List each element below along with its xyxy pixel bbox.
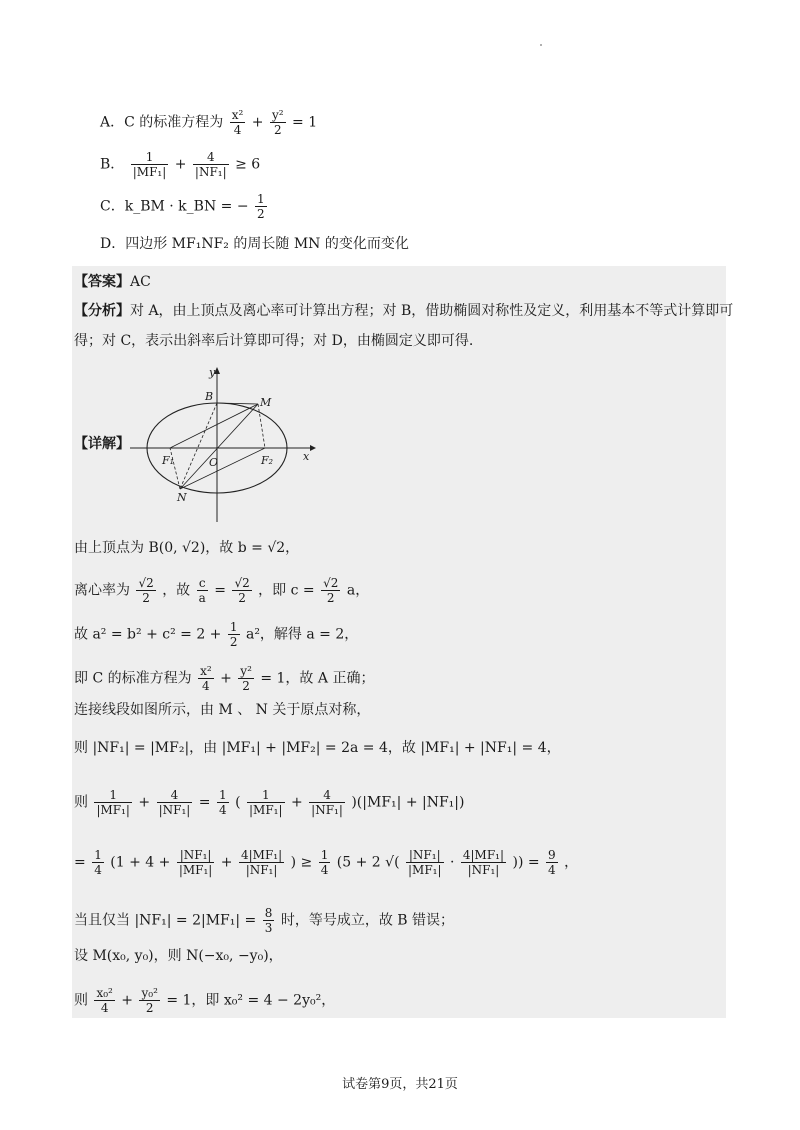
label-f1: F₁ <box>162 454 175 467</box>
text: ，即 c = <box>258 582 315 599</box>
numerator: 1 <box>261 788 270 802</box>
numerator: y² <box>271 108 284 122</box>
fraction <box>230 108 246 137</box>
text: + <box>220 854 233 871</box>
denominator: 4 <box>320 863 329 877</box>
numerator: |NF₁| <box>408 848 441 862</box>
numerator: 1 <box>109 788 118 802</box>
equation-tail: = 1 <box>292 114 318 131</box>
inequality-tail: ≥ 6 <box>235 156 261 173</box>
denominator: 3 <box>264 921 273 935</box>
denominator: |MF₁| <box>178 863 213 877</box>
text: + <box>121 992 134 1009</box>
solution-line-10 <box>74 946 283 966</box>
fraction <box>546 848 558 877</box>
numerator: √2 <box>138 576 154 590</box>
denominator: 2 <box>229 635 238 649</box>
numerator: x² <box>200 664 212 678</box>
numerator: 1 <box>218 788 227 802</box>
solution-line-11 <box>74 986 335 1015</box>
denominator: |MF₁| <box>408 863 442 877</box>
text: a²，解得 a = 2， <box>245 626 359 643</box>
analysis-text: 对 A，由上顶点及离心率可计算出方程；对 B，借助椭圆对称性及定义，利用基本不等式计算即可 <box>130 303 734 319</box>
denominator: 2 <box>270 122 286 137</box>
denominator: |NF₁| <box>311 803 343 817</box>
numerator: 4 <box>170 788 179 802</box>
option-b <box>100 150 260 179</box>
text: ，故 <box>162 582 191 599</box>
denominator: 4 <box>94 1000 114 1015</box>
label-y: y <box>209 366 216 379</box>
segment-nf2 <box>180 448 265 489</box>
label-x: x <box>303 450 310 463</box>
text: 连接线段如图所示，由 M 、 N 关于原点对称， <box>74 702 371 718</box>
text: ， <box>564 854 579 871</box>
text: = <box>198 794 211 811</box>
denominator: 2 <box>136 590 155 605</box>
text: 故 a² = b² + c² = 2 + <box>74 626 222 643</box>
denominator: |NF₁| <box>239 862 284 877</box>
numerator: 4|MF₁| <box>240 848 283 862</box>
segment-bm <box>217 403 258 404</box>
answer-value: AC <box>130 274 151 290</box>
text: 则 |NF₁| = |MF₂|，由 |MF₁| + |MF₂| = 2a = 4，故 |MF₁| + |NF₁| = 4， <box>74 740 561 756</box>
fraction <box>92 848 104 877</box>
fraction <box>94 986 114 1015</box>
plus-sign: + <box>174 156 187 173</box>
denominator: 2 <box>139 1000 159 1015</box>
numerator: 4 <box>206 150 215 164</box>
text: 时，等号成立，故 B 错误； <box>280 912 455 929</box>
fraction <box>177 848 215 877</box>
option-a <box>100 108 317 137</box>
text: + <box>138 794 151 811</box>
numerator: 8 <box>264 906 273 920</box>
option-text: k_BM · k_BN = − <box>124 198 249 215</box>
x-axis-arrow <box>310 445 316 451</box>
text: = <box>74 854 86 871</box>
solution-line-2 <box>74 576 369 605</box>
text: · <box>449 854 455 871</box>
numerator: y₀² <box>141 986 158 1000</box>
option-label: D． <box>100 236 126 252</box>
solution-line-7 <box>74 788 464 817</box>
numerator: c <box>198 576 206 590</box>
text: (1 + 4 + <box>110 854 171 871</box>
text: a， <box>346 582 370 599</box>
fraction <box>131 150 169 179</box>
denominator: |MF₁| <box>96 803 130 817</box>
text: ( <box>235 794 241 811</box>
fraction <box>136 576 155 605</box>
fraction <box>139 986 159 1015</box>
fraction <box>247 788 285 817</box>
segment-bn <box>180 403 217 489</box>
text: (5 + 2 √( <box>336 854 400 871</box>
denominator: |MF₁| <box>132 165 167 179</box>
solution-line-9 <box>74 906 454 935</box>
numerator: y² <box>240 664 252 678</box>
fraction <box>406 848 444 877</box>
denominator: 4 <box>198 678 214 693</box>
denominator: |NF₁| <box>461 862 506 877</box>
option-d <box>100 234 409 254</box>
label-f2: F₂ <box>261 454 274 467</box>
detail-line <box>74 434 130 454</box>
fraction <box>255 192 267 221</box>
denominator: 2 <box>232 590 251 605</box>
numerator: 1 <box>257 192 265 206</box>
denominator: |MF₁| <box>249 803 283 817</box>
denominator: 2 <box>321 590 340 605</box>
fraction <box>217 788 229 817</box>
denominator: |NF₁| <box>194 165 227 179</box>
answer-label: 【答案】 <box>74 274 130 290</box>
option-text: 四边形 MF₁NF₂ 的周长随 MN 的变化而变化 <box>125 236 409 252</box>
label-m: M <box>260 396 272 409</box>
fraction <box>238 664 254 693</box>
solution-line-1 <box>74 538 299 558</box>
numerator: x₀² <box>96 986 113 1000</box>
fraction <box>309 788 345 817</box>
option-label: B． <box>100 156 125 173</box>
fraction <box>319 848 331 877</box>
text: 则 <box>74 794 88 811</box>
text: )(|MF₁| + |NF₁|) <box>351 794 465 811</box>
numerator: √2 <box>323 576 339 590</box>
scan-dot <box>540 44 542 46</box>
fraction <box>232 576 251 605</box>
option-text: C 的标准方程为 <box>124 114 224 131</box>
solution-text: 由上顶点为 B(0, √2)，故 b = √2， <box>74 540 300 556</box>
numerator: 1 <box>94 848 102 862</box>
ellipse-figure <box>125 362 325 527</box>
fraction <box>239 848 284 877</box>
page-footer: 试卷第9页，共21页 <box>342 1077 458 1092</box>
label-n: N <box>177 491 187 504</box>
numerator: x² <box>231 108 244 122</box>
fraction <box>197 576 208 605</box>
denominator: 2 <box>257 207 265 221</box>
numerator: 9 <box>548 848 556 862</box>
text: 离心率为 <box>74 582 130 599</box>
segment-mf1 <box>170 404 258 448</box>
numerator: |NF₁| <box>179 848 212 862</box>
numerator: 1 <box>229 620 238 634</box>
solution-line-8 <box>74 848 578 877</box>
numerator: 4 <box>323 788 331 802</box>
analysis-text: 得；对 C，表示出斜率后计算即可得；对 D，由椭圆定义即可得. <box>74 333 474 349</box>
solution-line-3 <box>74 620 358 649</box>
fraction <box>94 788 132 817</box>
denominator: 4 <box>218 803 227 817</box>
text: 即 C 的标准方程为 <box>74 670 192 687</box>
denominator: 4 <box>94 863 102 877</box>
plus-sign: + <box>251 114 264 131</box>
solution-line-5 <box>74 700 370 720</box>
segment-mn <box>180 404 258 489</box>
option-c <box>100 192 269 221</box>
text: )) = <box>512 854 540 871</box>
text: 设 M(x₀, y₀)，则 N(−x₀, −y₀)， <box>74 948 283 964</box>
detail-label: 【详解】 <box>74 436 130 452</box>
option-label: A． <box>100 114 125 131</box>
text: ) ≥ <box>290 854 313 871</box>
analysis-line-2 <box>74 331 473 351</box>
numerator: 1 <box>145 150 154 164</box>
numerator: 1 <box>320 848 329 862</box>
denominator: |NF₁| <box>158 803 191 817</box>
text: 当且仅当 |NF₁| = 2|MF₁| = <box>74 912 257 929</box>
text: = <box>214 582 226 599</box>
fraction <box>157 788 193 817</box>
fraction <box>461 848 506 877</box>
fraction <box>263 906 275 935</box>
fraction <box>228 620 240 649</box>
option-label: C． <box>100 198 125 215</box>
denominator: 4 <box>230 122 246 137</box>
text: 则 <box>74 992 88 1009</box>
segment-mf2 <box>258 404 265 448</box>
fraction <box>198 664 214 693</box>
text: = 1，故 A 正确； <box>260 670 375 687</box>
numerator: √2 <box>234 576 250 590</box>
analysis-label: 【分析】 <box>74 303 130 319</box>
numerator: 4|MF₁| <box>462 848 505 862</box>
text: + <box>290 794 303 811</box>
analysis-line-1 <box>74 301 733 321</box>
fraction <box>193 150 229 179</box>
answer-line <box>74 272 151 292</box>
fraction <box>270 108 286 137</box>
denominator: a <box>198 591 206 605</box>
solution-line-6 <box>74 738 561 758</box>
label-b: B <box>205 390 214 403</box>
text: = 1，即 x₀² = 4 − 2y₀²， <box>166 992 336 1009</box>
fraction <box>321 576 340 605</box>
label-o: O <box>209 456 219 469</box>
solution-line-4 <box>74 664 374 693</box>
denominator: 4 <box>548 863 556 877</box>
denominator: 2 <box>238 678 254 693</box>
text: + <box>220 670 232 687</box>
